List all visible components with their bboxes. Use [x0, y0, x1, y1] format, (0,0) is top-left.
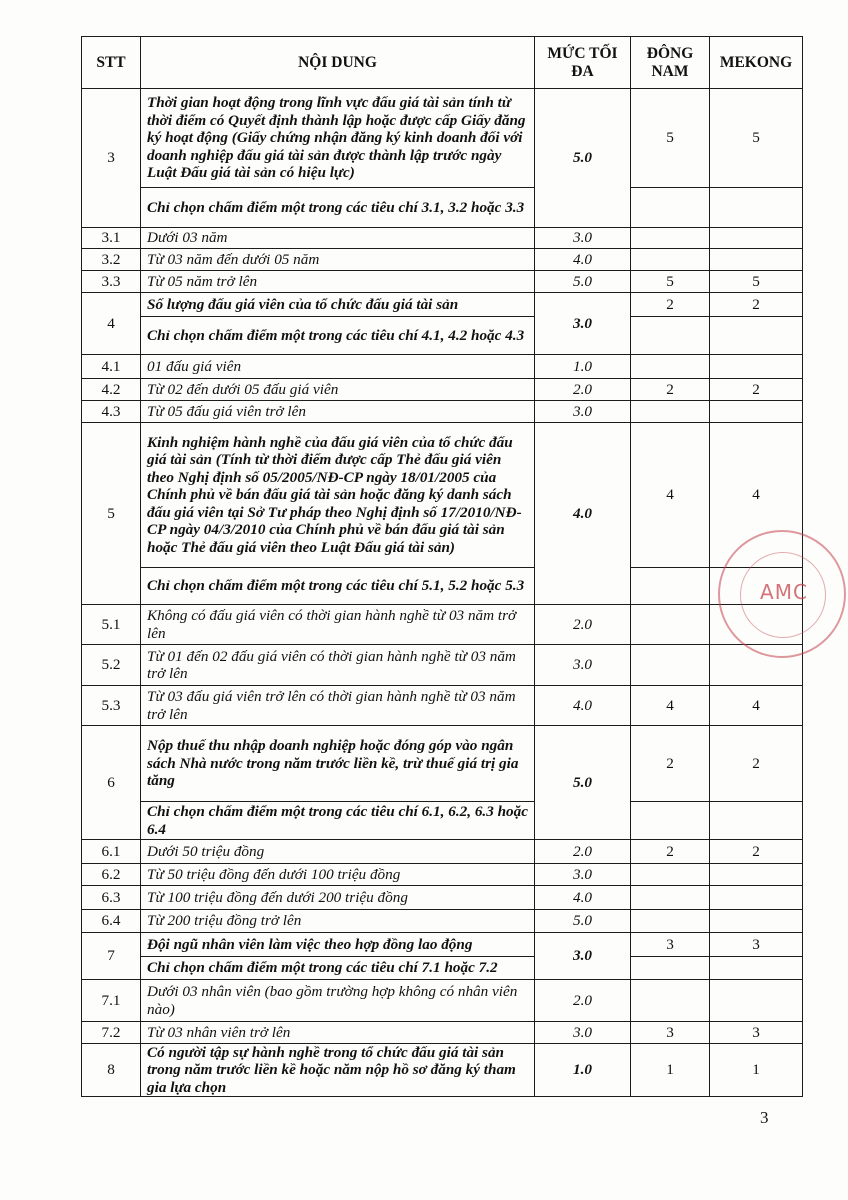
seal-text: AMC: [760, 580, 808, 604]
row-stt: 5.3: [82, 686, 141, 726]
row-stt: 6: [82, 726, 141, 840]
header-mekong: MEKONG: [710, 37, 803, 89]
row-stt: 6.4: [82, 910, 141, 933]
row-mekong: 4: [710, 423, 803, 568]
row-mekong: 1: [710, 1044, 803, 1097]
row-content: Từ 02 đến dưới 05 đấu giá viên: [141, 379, 535, 401]
row-mekong: 2: [710, 840, 803, 864]
row-mekong: 5: [710, 271, 803, 293]
row-dongnam: 2: [631, 840, 710, 864]
table-row: [82, 271, 803, 293]
row-stt: 8: [82, 1044, 141, 1097]
row-max: 5.0: [535, 726, 631, 840]
table-row: [82, 423, 803, 568]
row-content: Từ 50 triệu đồng đến dưới 100 triệu đồng: [141, 864, 535, 886]
table-row: [82, 864, 803, 886]
row-mekong: 2: [710, 379, 803, 401]
row-max: 3.0: [535, 645, 631, 686]
row-content: Không có đấu giá viên có thời gian hành nghề từ 03 năm trở lên: [141, 605, 535, 645]
row-mekong: 3: [710, 933, 803, 957]
row-stt: 5: [82, 423, 141, 605]
row-mekong: 2: [710, 293, 803, 317]
row-dongnam: 4: [631, 686, 710, 726]
row-content: Từ 05 đấu giá viên trở lên: [141, 401, 535, 423]
row-dongnam: 3: [631, 933, 710, 957]
row-max: 4.0: [535, 686, 631, 726]
row-dongnam: 2: [631, 379, 710, 401]
table-row: [82, 249, 803, 271]
row-stt: 3.1: [82, 228, 141, 249]
table-row: [82, 605, 803, 645]
row-stt: 7.1: [82, 980, 141, 1022]
row-max: 5.0: [535, 271, 631, 293]
row-dongnam: 2: [631, 726, 710, 802]
page-number: 3: [760, 1108, 769, 1127]
row-stt: 4.1: [82, 355, 141, 379]
row-max: 3.0: [535, 864, 631, 886]
row-note: Chỉ chọn chấm điểm một trong các tiêu chí 3.1, 3.2 hoặc 3.3: [141, 188, 535, 228]
row-dongnam: 4: [631, 423, 710, 568]
row-content: Từ 03 đấu giá viên trở lên có thời gian hành nghề từ 03 năm trở lên: [141, 686, 535, 726]
table-row: [82, 980, 803, 1022]
row-mekong: 3: [710, 1022, 803, 1044]
row-dongnam: 1: [631, 1044, 710, 1097]
row-stt: 4.2: [82, 379, 141, 401]
row-content: 01 đấu giá viên: [141, 355, 535, 379]
row-mekong: 4: [710, 686, 803, 726]
table-row: [82, 568, 803, 605]
row-max: 2.0: [535, 840, 631, 864]
row-stt: 5.1: [82, 605, 141, 645]
row-content: Số lượng đấu giá viên của tổ chức đấu giá tài sản: [141, 293, 535, 317]
row-stt: 3.2: [82, 249, 141, 271]
row-content: Kinh nghiệm hành nghề của đấu giá viên của tổ chức đấu giá tài sản (Tính từ thời điểm được cấp Thẻ đấu giá viên theo Nghị định số 05/2005/NĐ-CP ngày 18/01/2005 của Chính phủ về bán đấu giá tài sản hoặc đăng ký danh sách đấu giá viên tại Sở Tư pháp theo Nghị định số 17/2010/NĐ-CP ngày 04/3/2010 của Chính phủ về bán đấu giá tài sản hoặc Thẻ đấu giá viên theo Luật Đấu giá tài sản): [141, 423, 535, 568]
row-note: Chỉ chọn chấm điểm một trong các tiêu chí 5.1, 5.2 hoặc 5.3: [141, 568, 535, 605]
row-content: Dưới 50 triệu đồng: [141, 840, 535, 864]
table-row: [82, 686, 803, 726]
row-max: 2.0: [535, 379, 631, 401]
table-row: [82, 840, 803, 864]
row-max: 5.0: [535, 89, 631, 228]
table-row: [82, 645, 803, 686]
row-stt: 6.3: [82, 886, 141, 910]
row-max: 1.0: [535, 1044, 631, 1097]
row-dongnam: 5: [631, 89, 710, 188]
row-content: Có người tập sự hành nghề trong tổ chức đấu giá tài sản trong năm trước liền kề hoặc năm nộp hồ sơ đăng ký tham gia lựa chọn: [141, 1044, 535, 1097]
table-row: [82, 910, 803, 933]
row-stt: 4.3: [82, 401, 141, 423]
row-max: 2.0: [535, 605, 631, 645]
table-row: [82, 1044, 803, 1097]
row-stt: 7: [82, 933, 141, 980]
row-note: Chỉ chọn chấm điểm một trong các tiêu chí 4.1, 4.2 hoặc 4.3: [141, 317, 535, 355]
row-max: 5.0: [535, 910, 631, 933]
row-dongnam: 2: [631, 293, 710, 317]
row-mekong: 2: [710, 726, 803, 802]
header-dongnam: ĐÔNG NAM: [631, 37, 710, 89]
header-row: [82, 37, 803, 89]
scoring-table: [81, 36, 803, 1097]
row-stt: 3.3: [82, 271, 141, 293]
header-content: NỘI DUNG: [141, 37, 535, 89]
row-max: 3.0: [535, 1022, 631, 1044]
row-stt: 4: [82, 293, 141, 355]
row-stt: 6.1: [82, 840, 141, 864]
row-max: 2.0: [535, 980, 631, 1022]
row-max: 3.0: [535, 228, 631, 249]
table-row: [82, 228, 803, 249]
row-dongnam: 5: [631, 271, 710, 293]
row-content: Dưới 03 nhân viên (bao gồm trường hợp không có nhân viên nào): [141, 980, 535, 1022]
row-content: Từ 01 đến 02 đấu giá viên có thời gian hành nghề từ 03 năm trở lên: [141, 645, 535, 686]
table-row: [82, 89, 803, 188]
row-dongnam: 3: [631, 1022, 710, 1044]
table-row: [82, 401, 803, 423]
row-max: 1.0: [535, 355, 631, 379]
row-max: 3.0: [535, 933, 631, 980]
row-content: Từ 200 triệu đồng trở lên: [141, 910, 535, 933]
row-max: 4.0: [535, 886, 631, 910]
row-content: Từ 03 năm đến dưới 05 năm: [141, 249, 535, 271]
row-content: Từ 100 triệu đồng đến dưới 200 triệu đồng: [141, 886, 535, 910]
row-stt: 7.2: [82, 1022, 141, 1044]
row-stt: 6.2: [82, 864, 141, 886]
row-max: 3.0: [535, 293, 631, 355]
row-max: 3.0: [535, 401, 631, 423]
row-stt: 3: [82, 89, 141, 228]
row-content: Từ 05 năm trở lên: [141, 271, 535, 293]
table-row: [82, 933, 803, 957]
table-row: [82, 379, 803, 401]
table-row: [82, 1022, 803, 1044]
company-seal: [718, 530, 846, 658]
table-row: [82, 957, 803, 980]
row-stt: 5.2: [82, 645, 141, 686]
row-mekong: 5: [710, 89, 803, 188]
row-content: Thời gian hoạt động trong lĩnh vực đấu giá tài sản tính từ thời điểm có Quyết định thành lập hoặc được cấp Giấy đăng ký hoạt động (Giấy chứng nhận đăng ký kinh doanh đối với doanh nghiệp đấu giá tài sản được thành lập trước ngày Luật Đấu giá tài sản có hiệu lực): [141, 89, 535, 188]
header-stt: STT: [82, 37, 141, 89]
header-max: MỨC TỐI ĐA: [535, 37, 631, 89]
row-max: 4.0: [535, 423, 631, 605]
table-row: [82, 317, 803, 355]
row-max: 4.0: [535, 249, 631, 271]
table-row: [82, 293, 803, 317]
row-content: Dưới 03 năm: [141, 228, 535, 249]
table-row: [82, 886, 803, 910]
table-row: [82, 188, 803, 228]
row-note: Chỉ chọn chấm điểm một trong các tiêu chí 6.1, 6.2, 6.3 hoặc 6.4: [141, 802, 535, 840]
table-row: [82, 355, 803, 379]
row-content: Đội ngũ nhân viên làm việc theo hợp đồng lao động: [141, 933, 535, 957]
row-note: Chỉ chọn chấm điểm một trong các tiêu chí 7.1 hoặc 7.2: [141, 957, 535, 980]
table-row: [82, 726, 803, 802]
table-row: [82, 802, 803, 840]
row-content: Từ 03 nhân viên trở lên: [141, 1022, 535, 1044]
row-content: Nộp thuế thu nhập doanh nghiệp hoặc đóng góp vào ngân sách Nhà nước trong năm trước liền kề, trừ thuế giá trị gia tăng: [141, 726, 535, 802]
